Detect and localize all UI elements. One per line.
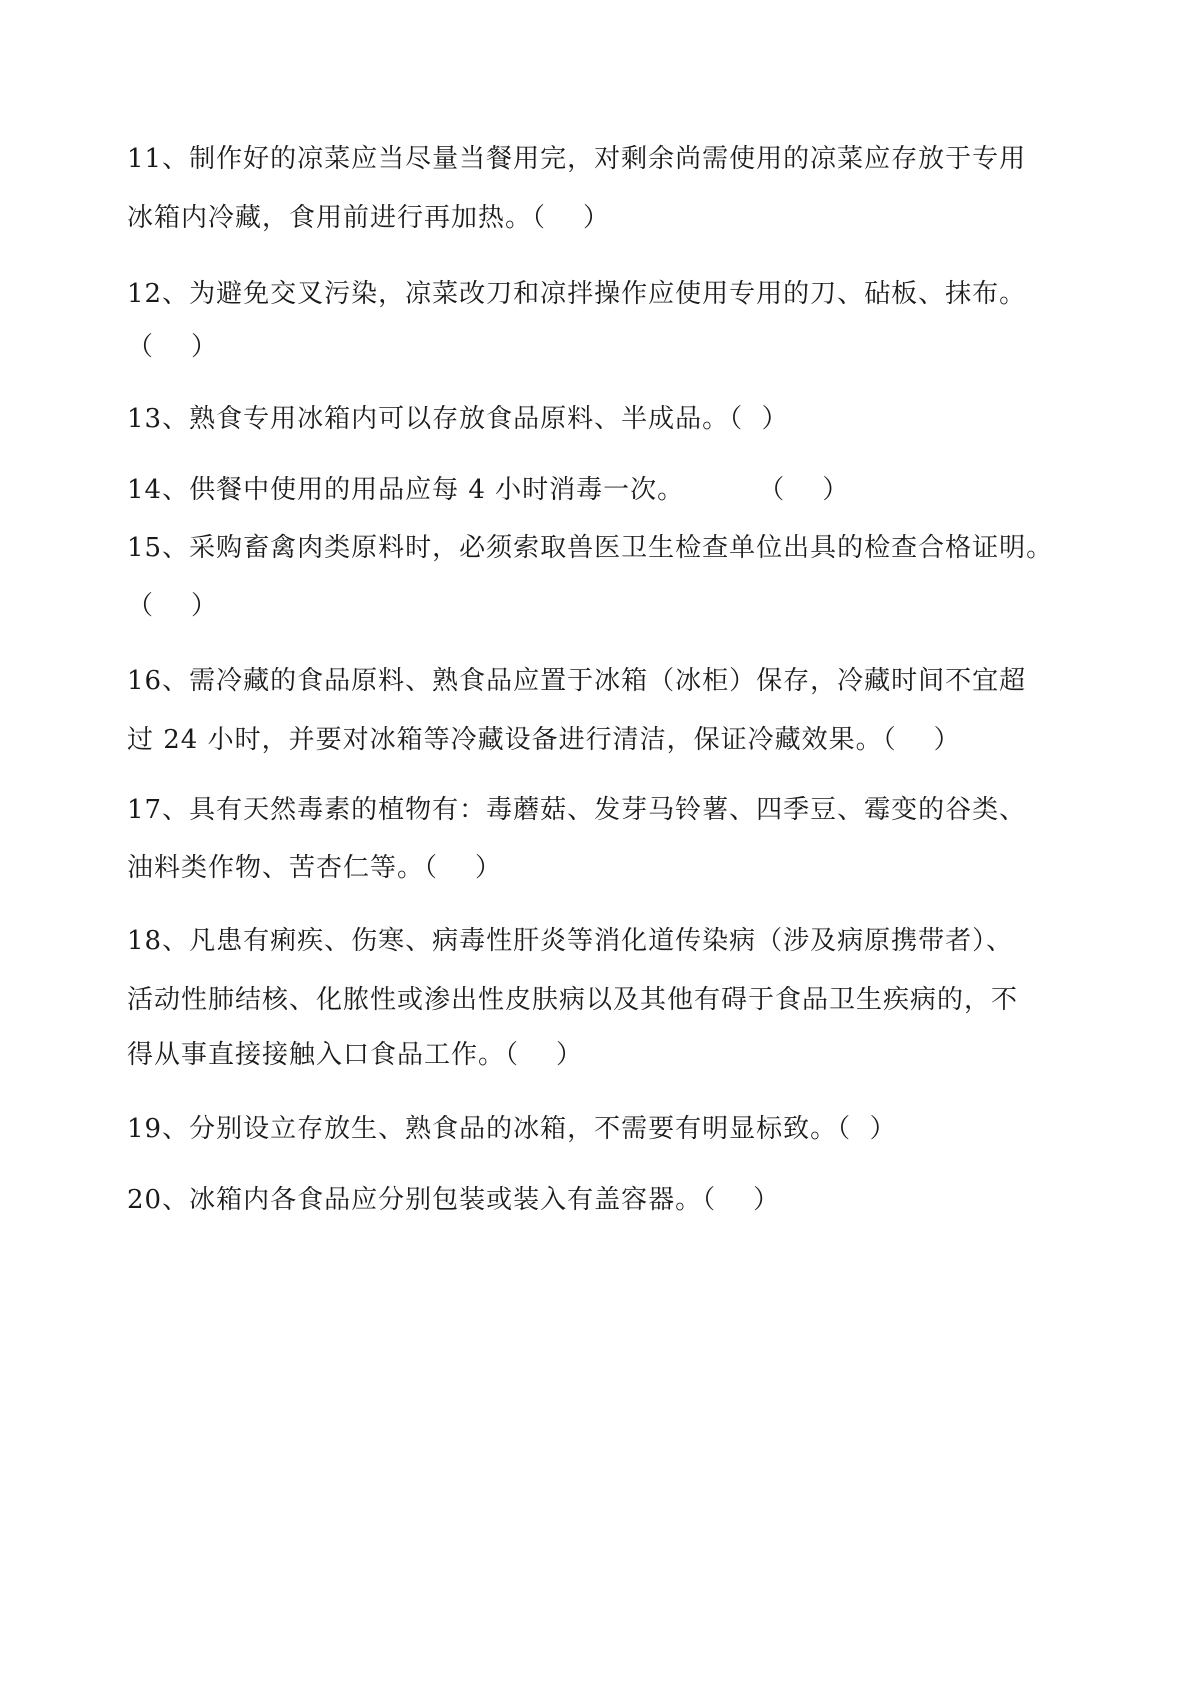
question-line: （ ）: [127, 332, 219, 362]
question-line: 14、供餐中使用的用品应每 4 小时消毒一次。 （ ）: [127, 475, 850, 505]
question-line: 11、制作好的凉菜应当尽量当餐用完，对剩余尚需使用的凉菜应存放于专用: [127, 144, 1027, 174]
question-line: 冰箱内冷藏，食用前进行再加热。（ ）: [127, 203, 611, 233]
question-line: 得从事直接接触入口食品工作。（ ）: [127, 1040, 584, 1070]
question-line: 12、为避免交叉污染，凉菜改刀和凉拌操作应使用专用的刀、砧板、抹布。: [127, 279, 1027, 309]
question-line: 油料类作物、苦杏仁等。（ ）: [127, 853, 503, 883]
question-line: 13、熟食专用冰箱内可以存放食品原料、半成品。（ ）: [127, 404, 789, 434]
question-line: 19、分别设立存放生、熟食品的冰箱，不需要有明显标致。（ ）: [127, 1114, 897, 1144]
question-line: 17、具有天然毒素的植物有：毒蘑菇、发芽马铃薯、四季豆、霉变的谷类、: [127, 795, 1027, 825]
question-line: 过 24 小时，并要对冰箱等冷藏设备进行清洁，保证冷藏效果。（ ）: [127, 725, 961, 755]
question-line: （ ）: [127, 591, 219, 621]
question-line: 18、凡患有痢疾、伤寒、病毒性肝炎等消化道传染病（涉及病原携带者）、: [127, 926, 1014, 956]
question-line: 16、需冷藏的食品原料、熟食品应置于冰箱（冰柜）保存，冷藏时间不宜超: [127, 666, 1027, 696]
question-line: 15、采购畜禽肉类原料时，必须索取兽医卫生检查单位出具的检查合格证明。: [127, 533, 1054, 563]
question-line: 20、冰箱内各食品应分别包装或装入有盖容器。（ ）: [127, 1185, 781, 1215]
question-line: 活动性肺结核、化脓性或渗出性皮肤病以及其他有碍于食品卫生疾病的，不: [127, 985, 1019, 1015]
